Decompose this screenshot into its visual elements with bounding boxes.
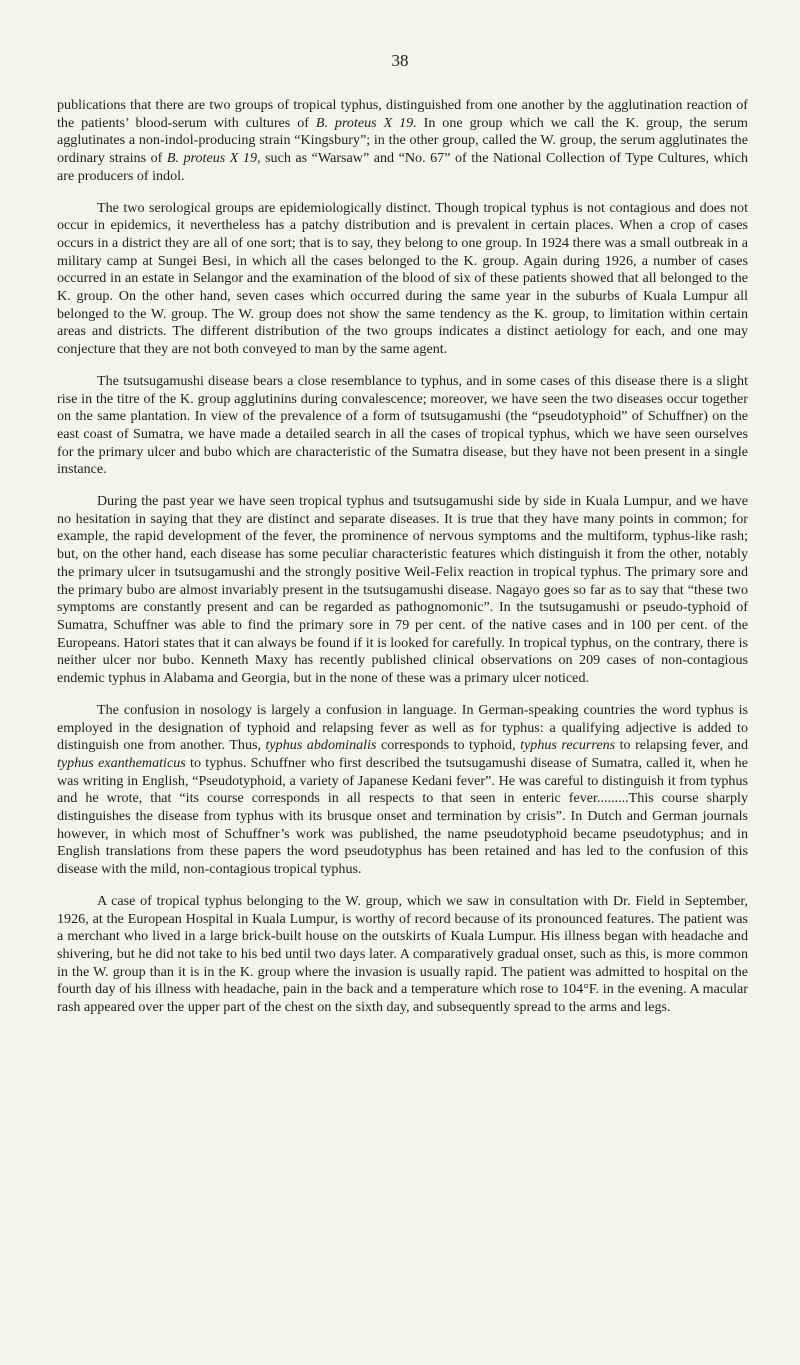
text-segment: A case of tropical typhus belonging to the W. group, which we saw in consultation with Dr. Field in September, 1926, at the European Hospital in Kuala Lumpur, is worthy of record because of its pronounced features. The patient was a merchant who lived in a large brick-built house on the outskirts of Kuala Lumpur. His illness began with headache and shivering, but he did not take to his bed until two days later. A comparatively gradual onset, such as this, is more common in the W. group than it is in the K. group where the invasion is usually rapid. The patient was admitted to hospital on the fourth day of his illness with headache, pain in the back and a temperature which rose to 104°F. in the evening. A macular rash appeared over the upper part of the chest on the sixth day, and subsequently spread to the arms and legs.: [57, 892, 748, 1016]
paragraph-1: [57, 97, 748, 186]
text-segment: The two serological groups are epidemiologically distinct. Though tropical typhus is not contagious and does not occur in epidemics, it nevertheless has a patchy distribution and is prevalent in certain places. When a crop of cases occurs in a district they are all of one sort; that is to say, they belong to one group. In 1924 there was a small outbreak in a military camp at Sungei Besi, in which all the cases belonged to the K. group. Again during 1926, a number of cases occurred in an estate in Selangor and the examination of the blood of six of these patients showed that all belonged to the K. group. On the other hand, seven cases which occurred during the same year in the suburbs of Kuala Lumpur all belonged to the W. group. The W. group does not show the same tendency as the K. group, to limitation within certain areas and districts. The different distribution of the two groups indicates a distinct aetiology for each, and one may conjecture that they are not both conveyed to man by the same agent.: [57, 199, 748, 358]
paragraph-5: [57, 702, 748, 879]
text-segment: During the past year we have seen tropical typhus and tsutsugamushi side by side in Kuala Lumpur, and we have no hesitation in saying that they are distinct and separate diseases. It is true that they have many points in common; for example, the rapid development of the fever, the prominence of nervous symptoms and the multiform, typhus-like rash; but, on the other hand, each disease has some peculiar characteristic features which distinguish it from the other, notably the primary ulcer in tsutsugamushi and the strongly positive Weil-Felix reaction in tropical typhus. The primary sore and the primary bubo are almost invariably present in the tsutsugamushi disease. Nagayo goes so far as to say that “these two symptoms are constantly present and can be regarded as pathognomonic”. In the tsutsugamushi or pseudo-typhoid of Sumatra, Schuffner was able to find the primary sore in 79 per cent. of the native cases and in 100 per cent. of the Europeans. Hatori states that it can always be found if it is looked for carefully. In tropical typhus, on the contrary, there is neither ulcer nor bubo. Kenneth Maxy has recently published clinical observations on 209 cases of non-contagious endemic typhus in Alabama and Georgia, but in the none of these was a primary ulcer noticed.: [57, 493, 748, 687]
text-segment: B. proteus X 19,: [166, 150, 261, 167]
text-segment: B. proteus X 19.: [315, 114, 417, 131]
text-segment: The tsutsugamushi disease bears a close resemblance to typhus, and in some cases of this disease there is a slight rise in the titre of the K. group agglutinins during convalescence; moreover, we have seen the two diseases occur together on the same plantation. In view of the prevalence of a form of tsutsugamushi (the “pseudotyphoid” of Schuffner) on the east coast of Sumatra, we have made a detailed search in all the cases of tropical typhus, which we have seen ourselves for the primary ulcer and bubo which are characteristic of the Sumatra disease, but they have not been present in a single instance.: [57, 372, 748, 478]
text-segment: typhus abdominalis: [265, 737, 377, 754]
text-segment: typhus exanthematicus: [57, 754, 186, 771]
text-segment: to relapsing fever, and: [615, 737, 748, 754]
text-segment: typhus recurrens: [520, 737, 616, 754]
text-segment: publications that there are two groups of tropical typhus, distinguished from one another by the agglutination reaction of the patients’ blood-serum with cultures of: [57, 97, 748, 131]
paragraph-4: [57, 493, 748, 688]
paragraph-3: [57, 373, 748, 479]
text-segment: In one group which we call the K. group, the serum agglutinates a non-indol-producing strain “Kingsbury”; in the other group, called the W. group, the serum agglutinates the ordinary strains of: [57, 114, 748, 167]
text-segment: to typhus. Schuffner who first described the tsutsugamushi disease of Sumatra, called it, when he was writing in English, “Pseudotyphoid, a variety of Japanese Kedani fever”. He was careful to distinguish it from typhus and he wrote, that “its course corresponds in all respects to that seen in enteric fever.........This course sharply distinguishes the disease from typhus with its brusque onset and termination by crisis”. In Dutch and German journals however, in which most of Schuffner’s work was published, the name pseudotyphoid became pseudotyphus; and in English translations from these papers the word pseudotyphus has been retained and has led to the confusion of this disease with the mild, non-contagious tropical typhus.: [57, 754, 748, 878]
body-text: [57, 97, 748, 1031]
paragraph-6: [57, 893, 748, 1017]
paragraph-2: [57, 200, 748, 359]
text-segment: The confusion in nosology is largely a confusion in language. In German-speaking countries the word typhus is employed in the designation of typhoid and relapsing fever as well as for typhus: a qualifying adjective is added to distinguish one from another. Thus,: [57, 701, 748, 754]
page-number: 38: [391, 51, 409, 70]
text-segment: such as “Warsaw” and “No. 67” of the National Collection of Type Cultures, which are producers of indol.: [57, 150, 749, 184]
text-segment: corresponds to typhoid,: [376, 737, 521, 754]
